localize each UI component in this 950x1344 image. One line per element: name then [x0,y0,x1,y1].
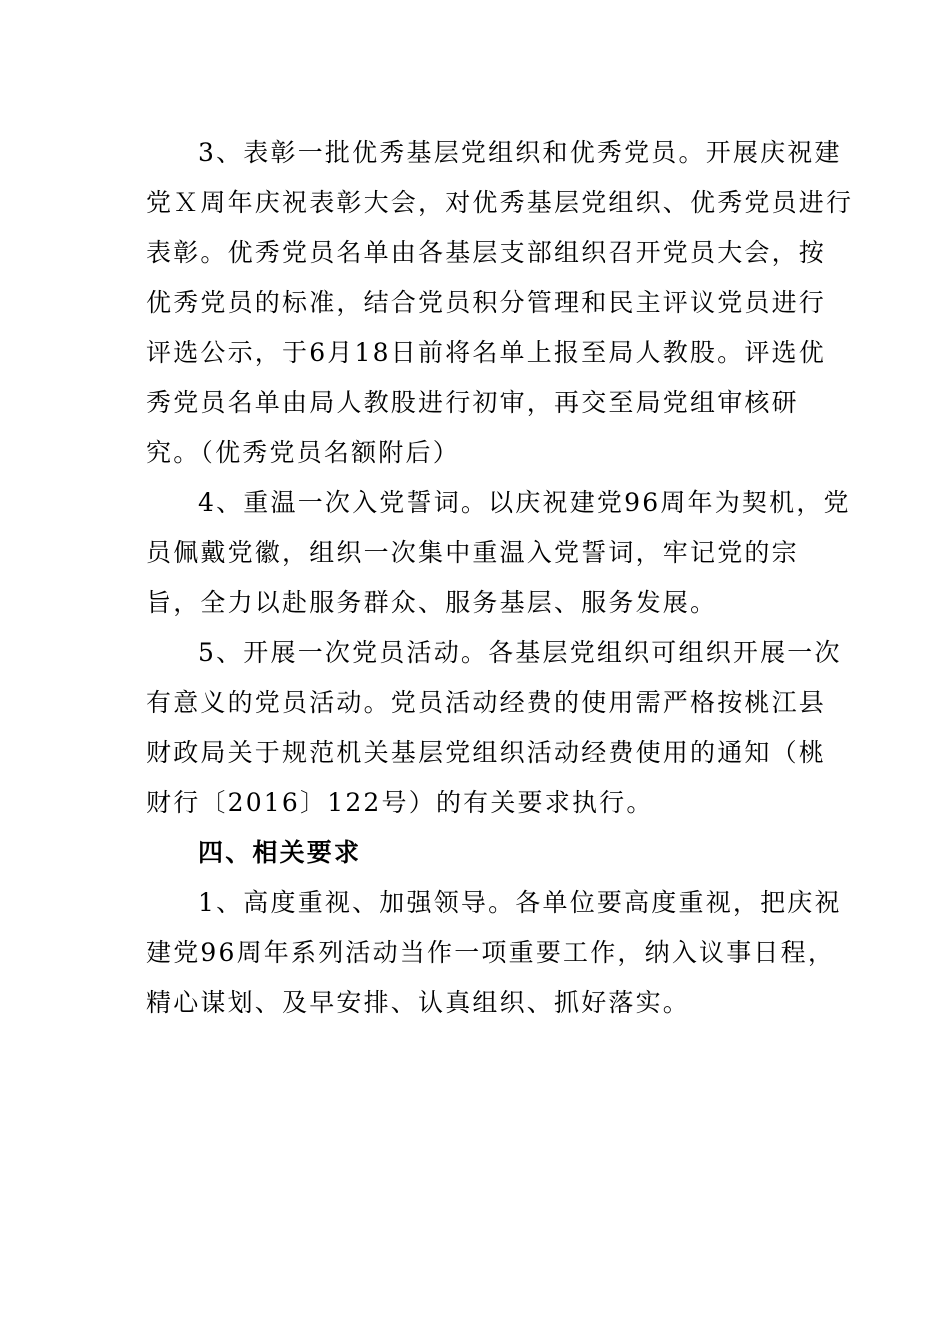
text-line: 精心谋划、及早安排、认真组织、抓好落实。 [146,988,691,1017]
text-line: 旨，全力以赴服务群众、服务基层、服务发展。 [146,588,718,617]
text-line: 有意义的党员活动。党员活动经费的使用需严格按桃江县 [146,688,827,717]
text-line: 表彰。优秀党员名单由各基层支部组织召开党员大会，按 [146,238,827,267]
text-line: 4、重温一次入党誓词。以庆祝建党96周年为契机，党 [198,488,851,517]
section-heading: 四、相关要求 [198,838,362,867]
text-line: 优秀党员的标准，结合党员积分管理和民主评议党员进行 [146,288,827,317]
text-line: 1、高度重视、加强领导。各单位要高度重视，把庆祝 [198,888,842,917]
text-line: 3、表彰一批优秀基层党组织和优秀党员。开展庆祝建 [198,138,842,167]
text-line: 财政局关于规范机关基层党组织活动经费使用的通知（桃 [146,738,827,767]
document-body [146,128,854,1028]
text-line: 5、开展一次党员活动。各基层党组织可组织开展一次 [198,638,842,667]
paragraph-requirement-1 [146,878,842,1028]
text-line: 建党96周年系列活动当作一项重要工作，纳入议事日程， [146,938,836,967]
text-line: 员佩戴党徽，组织一次集中重温入党誓词，牢记党的宗 [146,538,799,567]
text-line: 究。（优秀党员名额附后） [146,438,460,467]
paragraph-item-4 [146,478,851,628]
text-line: 党Ｘ周年庆祝表彰大会，对优秀基层党组织、优秀党员进行 [146,188,854,217]
paragraph-item-5 [146,628,842,828]
text-line: 财行〔2016〕122号）的有关要求执行。 [146,788,654,817]
text-line: 秀党员名单由局人教股进行初审，再交至局党组审核研 [146,388,799,417]
text-line: 评选公示，于6月18日前将名单上报至局人教股。评选优 [146,338,826,367]
paragraph-item-3 [146,128,854,478]
